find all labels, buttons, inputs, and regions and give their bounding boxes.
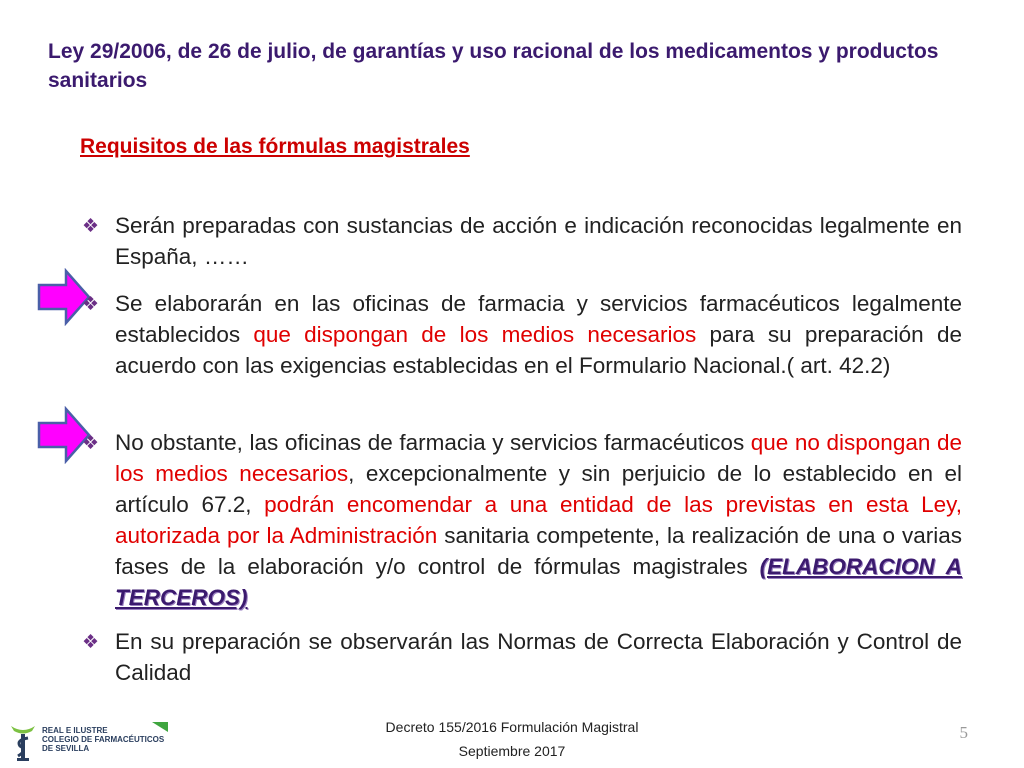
diamond-bullet-icon: ❖ xyxy=(82,216,100,237)
diamond-bullet-icon: ❖ xyxy=(82,632,100,653)
emphasis-text: (ELABORACION A TERCEROS) xyxy=(115,554,963,610)
diamond-bullet-icon: ❖ xyxy=(82,294,100,315)
logo-line: REAL E ILUSTRE xyxy=(42,726,108,735)
slide-title: Ley 29/2006, de 26 de julio, de garantías y uso racional de los medicamentos y productos sanitarios xyxy=(48,40,939,92)
highlight-text: que dispongan de los medios necesarios xyxy=(253,322,697,347)
bullet-text: No obstante, las oficinas de farmacia y servicios farmacéuticos xyxy=(115,430,751,455)
bullet-item-4 xyxy=(82,626,962,688)
bullet-text: Serán preparadas con sustancias de acción e indicación reconocidas legalmente en España, …… xyxy=(115,213,962,269)
bullet-item-1 xyxy=(82,210,962,272)
bullet-item-3 xyxy=(82,427,962,613)
logo-line: DE SEVILLA xyxy=(42,744,90,753)
bullet-text: En su preparación se observarán las Normas de Correcta Elaboración y Control de Calidad xyxy=(115,629,962,685)
highlight-text: podrán encomendar a una entidad de las previstas en esta Ley, autorizada por la Administración xyxy=(115,492,962,548)
bullet-text: para su preparación de acuerdo con las exigencias establecidas en el Formulario Nacional.( art. 42.2) xyxy=(115,322,962,378)
bullet-text: sanitaria competente, la realización de una o varias fases de la elaboración y/o control de fórmulas magistrales xyxy=(115,523,962,579)
footer-date: Septiembre 2017 xyxy=(458,743,566,759)
bullet-text: Se elaborarán en las oficinas de farmacia y servicios farmacéuticos legalmente establecidos xyxy=(115,291,962,347)
section-subtitle: Requisitos de las fórmulas magistrales xyxy=(80,135,470,158)
page-number: 5 xyxy=(959,723,968,742)
logo-line: COLEGIO DE FARMACÉUTICOS xyxy=(42,735,165,744)
footer-title: Decreto 155/2016 Formulación Magistral xyxy=(385,719,639,735)
diamond-bullet-icon: ❖ xyxy=(82,433,100,454)
bullet-text: , excepcionalmente y sin perjuicio de lo establecido en el artículo 67.2, xyxy=(115,461,963,517)
highlight-text: que no dispongan de los medios necesarios xyxy=(115,430,962,486)
bullet-item-2 xyxy=(82,288,962,381)
